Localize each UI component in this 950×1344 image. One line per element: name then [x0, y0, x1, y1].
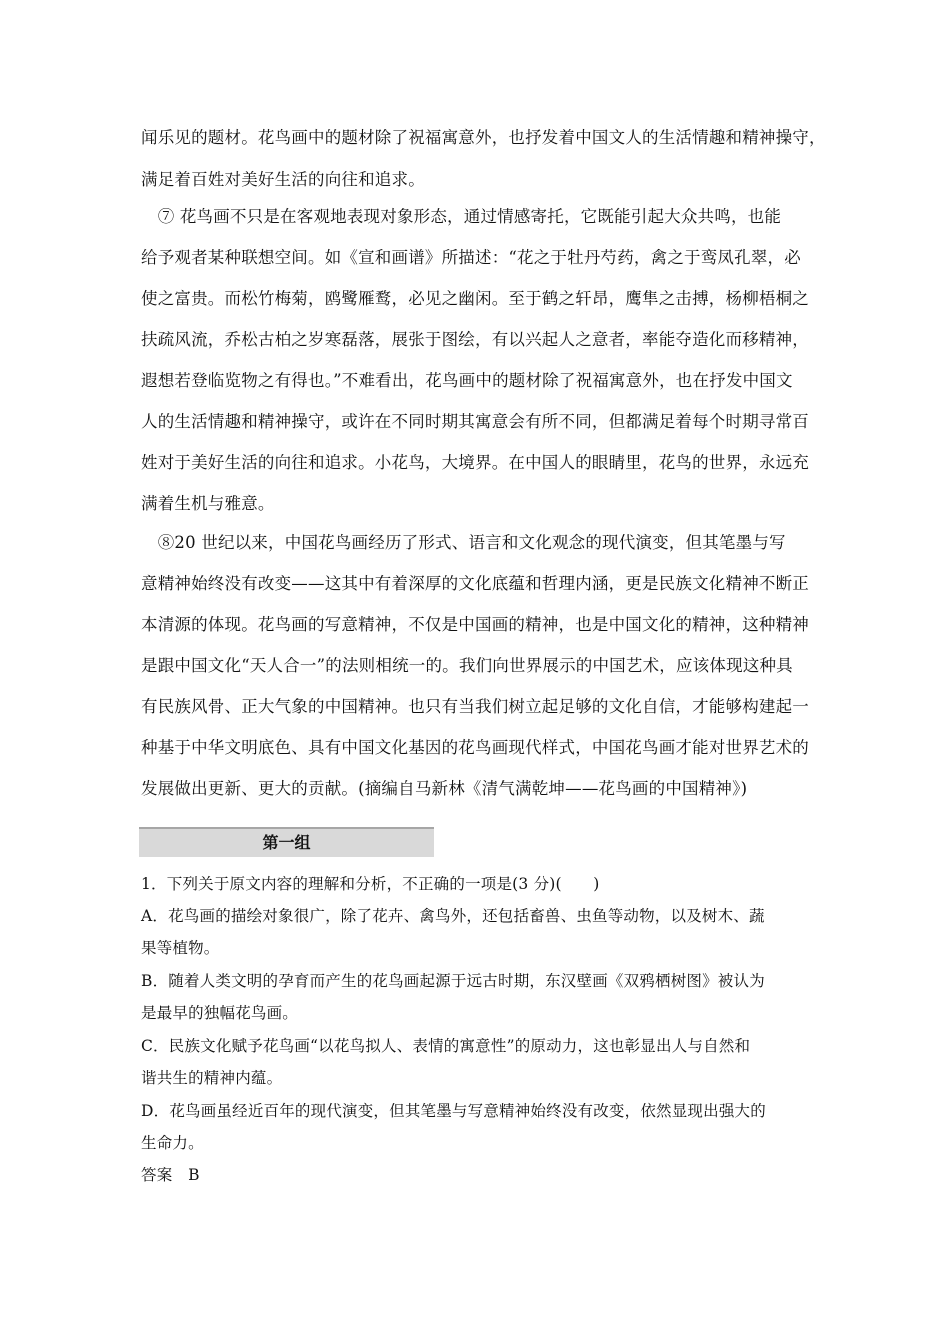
essay-line: 本清源的体现。花鸟画的写意精神，不仅是中国画的精神，也是中国文化的精神，这种精神 — [141, 615, 809, 634]
option-d-continued: 生命力。 — [141, 1134, 204, 1152]
essay-line: 闻乐见的题材。花鸟画中的题材除了祝福寓意外，也抒发着中国文人的生活情趣和精神操守， — [141, 128, 826, 147]
option-b-continued: 是最早的独幅花鸟画。 — [141, 1004, 299, 1022]
essay-line: ⑧20 世纪以来，中国花鸟画经历了形式、语言和文化观念的现代演变，但其笔墨与写 — [141, 533, 786, 552]
essay-line: 有民族风骨、正大气象的中国精神。也只有当我们树立起足够的文化自信，才能够构建起一 — [141, 697, 809, 716]
option-a-continued: 果等植物。 — [141, 939, 220, 957]
option-d: D．花鸟画虽经近百年的现代演变，但其笔墨与写意精神始终没有改变，依然显现出强大的 — [141, 1102, 766, 1120]
essay-line: 是跟中国文化“天人合一”的法则相统一的。我们向世界展示的中国艺术，应该体现这种具 — [141, 656, 793, 675]
section-header-bar — [139, 827, 434, 857]
option-a: A．花鸟画的描绘对象很广，除了花卉、禽鸟外，还包括畜兽、虫鱼等动物，以及树木、蔬 — [141, 907, 765, 925]
essay-line: 姓对于美好生活的向往和追求。小花鸟，大境界。在中国人的眼睛里，花鸟的世界，永远充 — [141, 453, 809, 472]
essay-line: ⑦ 花鸟画不只是在客观地表现对象形态，通过情感寄托，它既能引起大众共鸣，也能 — [141, 207, 782, 226]
section-title: 第一组 — [262, 833, 311, 852]
essay-line: 扶疏风流，乔松古柏之岁寒磊落，展张于图绘，有以兴起人之意者，率能夺造化而移精神， — [141, 330, 809, 349]
essay-line: 使之富贵。而松竹梅菊，鸥鹭雁鹜，必见之幽闲。至于鹤之轩昂，鹰隼之击搏，杨柳梧桐之 — [141, 289, 809, 308]
essay-line: 满着生机与雅意。 — [141, 494, 275, 513]
essay-line: 给予观者某种联想空间。如《宣和画谱》所描述：“花之于牡丹芍药，禽之于鸾凤孔翠，必 — [141, 248, 801, 267]
essay-line: 遐想若登临览物之有得也。”不难看出，花鸟画中的题材除了祝福寓意外，也在抒发中国文 — [141, 371, 793, 390]
essay-line: 种基于中华文明底色、具有中国文化基因的花鸟画现代样式，中国花鸟画才能对世界艺术的 — [141, 738, 809, 757]
option-c: C．民族文化赋予花鸟画“以花鸟拟人、表情的寓意性”的原动力，这也彰显出人与自然和 — [141, 1037, 751, 1055]
essay-line: 发展做出更新、更大的贡献。(摘编自马新林《清气满乾坤——花鸟画的中国精神》) — [141, 779, 748, 798]
question-stem: 1．下列关于原文内容的理解和分析，不正确的一项是(3 分)( ) — [141, 875, 600, 893]
answer-line: 答案 B — [141, 1166, 200, 1184]
essay-line: 满足着百姓对美好生活的向往和追求。 — [141, 170, 425, 189]
essay-line: 人的生活情趣和精神操守，或许在不同时期其寓意会有所不同，但都满足着每个时期寻常百 — [141, 412, 809, 431]
option-b: B．随着人类文明的孕育而产生的花鸟画起源于远古时期，东汉壁画《双鸦栖树图》被认为 — [141, 972, 765, 990]
option-c-continued: 谐共生的精神内蕴。 — [141, 1069, 283, 1087]
essay-line: 意精神始终没有改变——这其中有着深厚的文化底蕴和哲理内涵，更是民族文化精神不断正 — [141, 574, 809, 593]
